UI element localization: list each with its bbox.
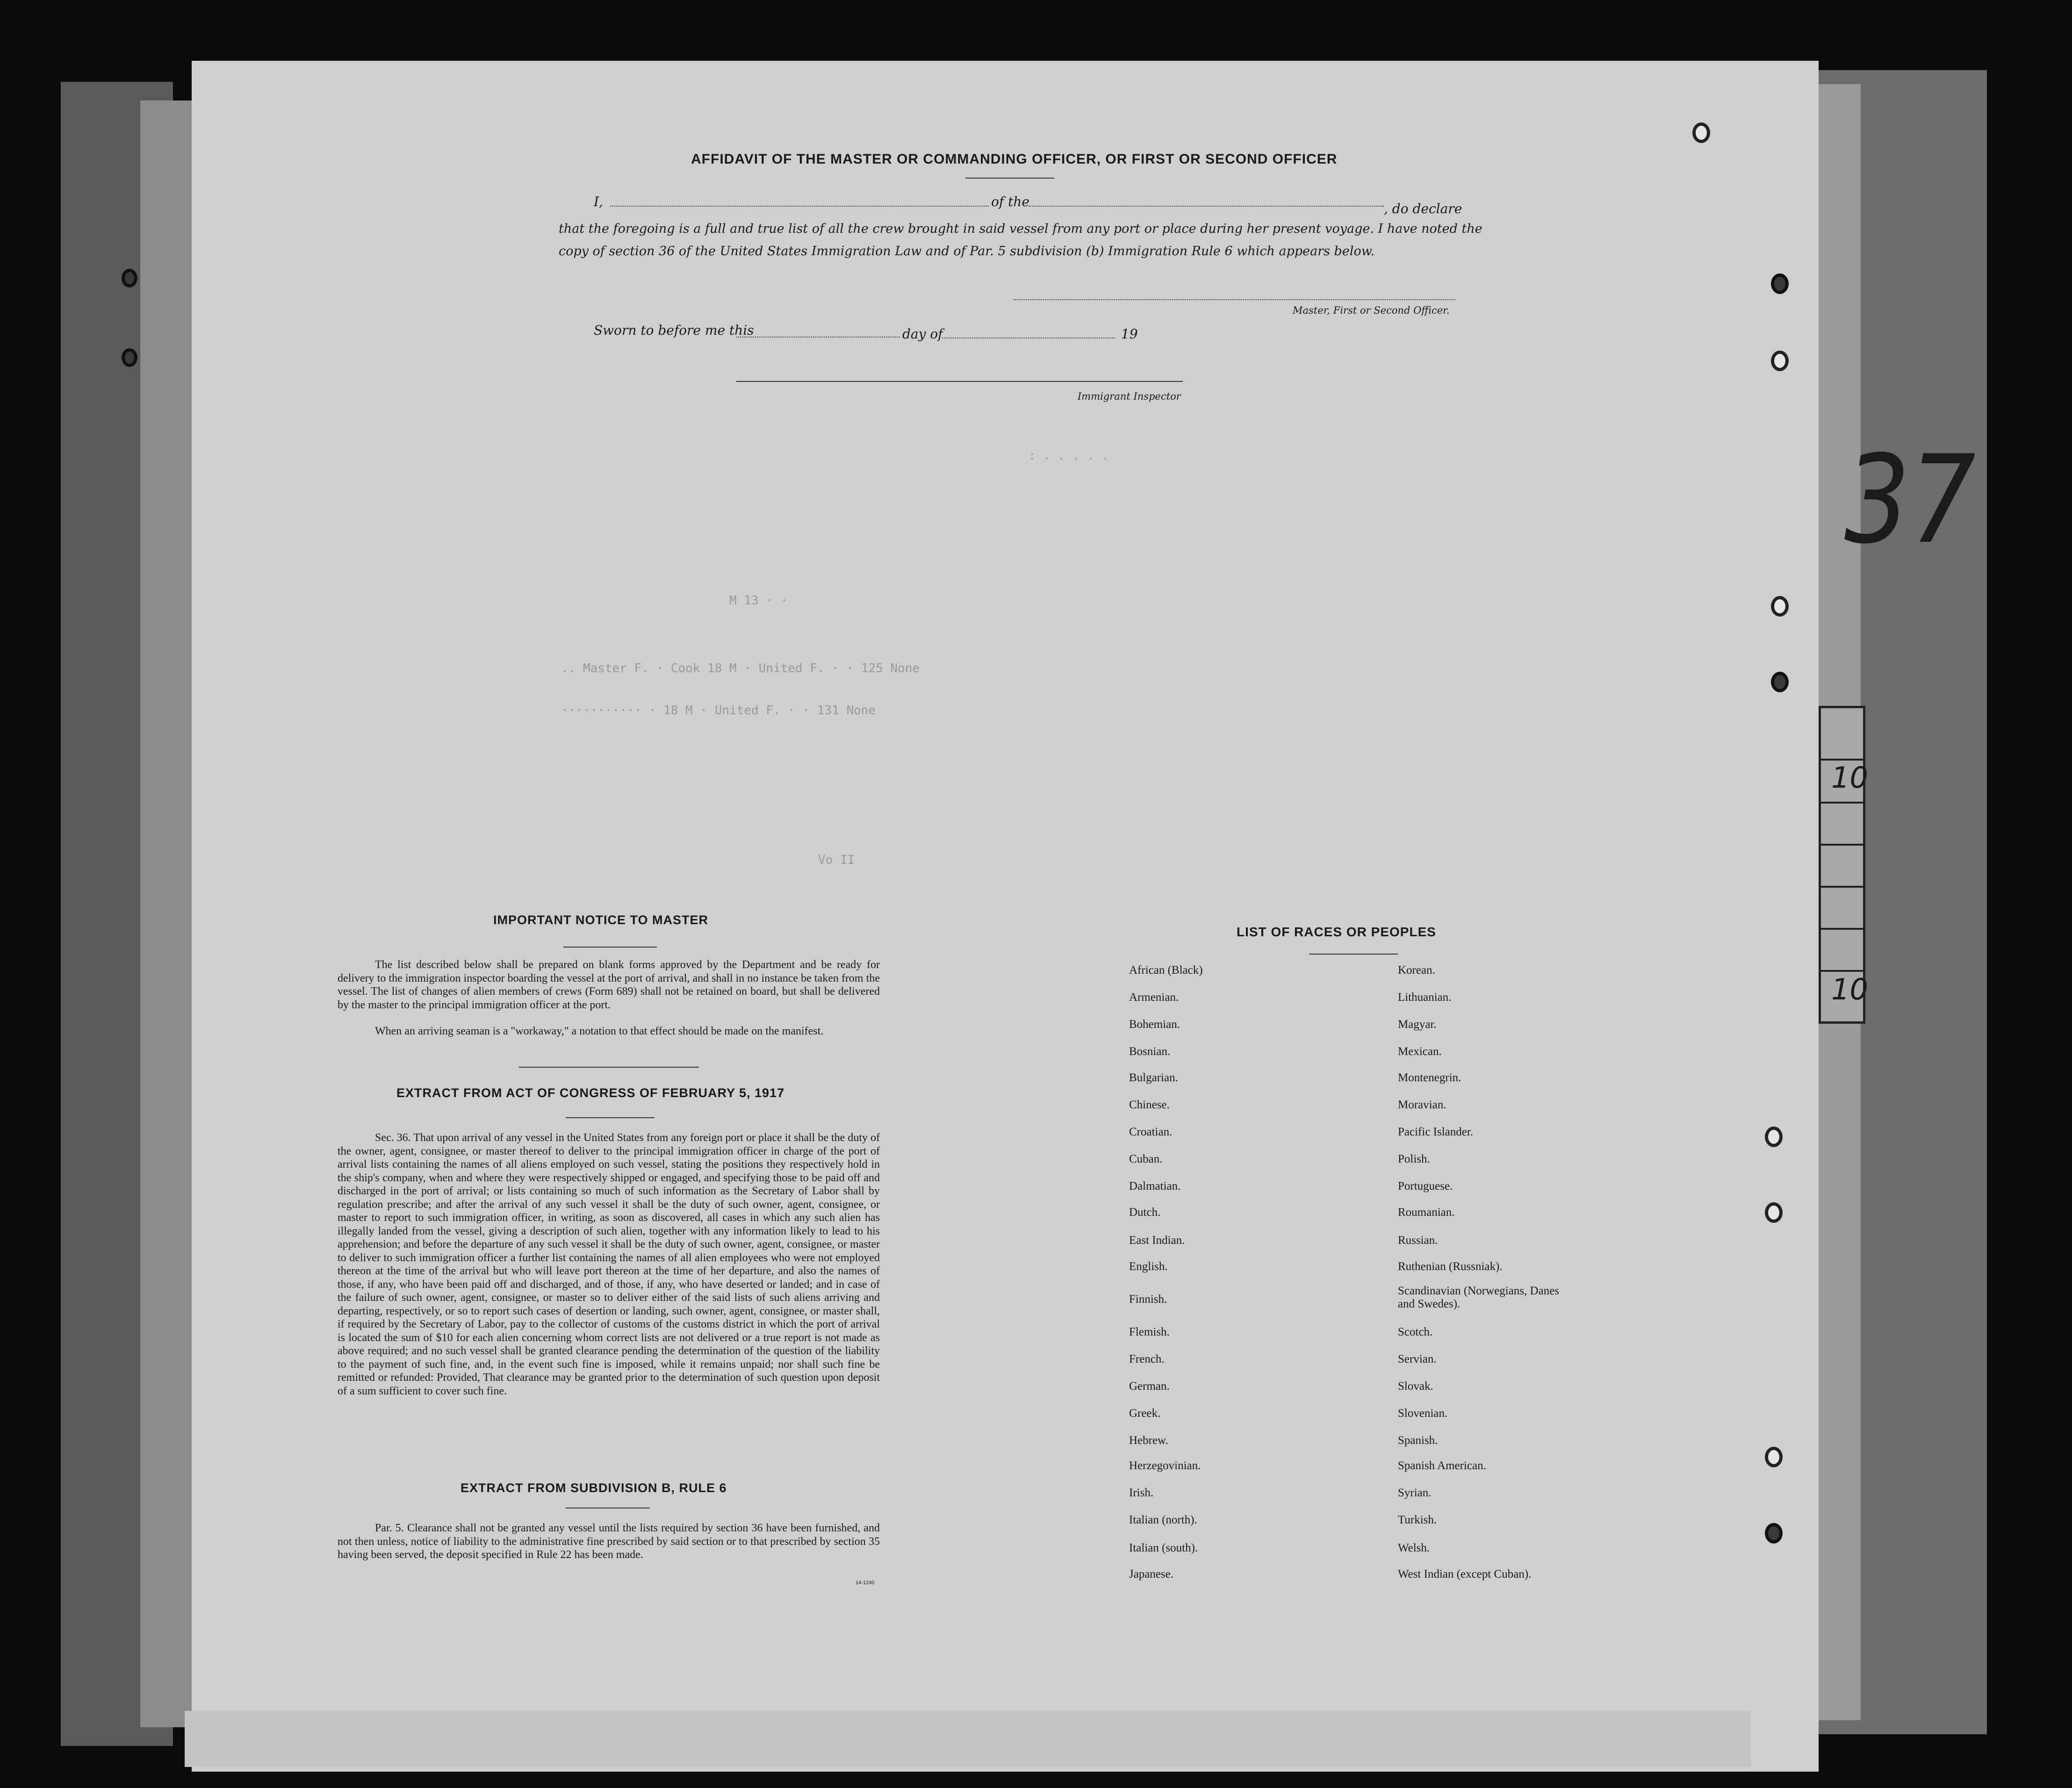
tab-cell-divider xyxy=(1821,802,1863,804)
race-item: Spanish. xyxy=(1398,1434,1438,1447)
signature-label: Master, First or Second Officer. xyxy=(1293,305,1450,316)
race-item: Ruthenian (Russniak). xyxy=(1398,1260,1503,1273)
tab-cell-divider xyxy=(1821,970,1863,972)
inspector-label: Immigrant Inspector xyxy=(1078,391,1181,402)
race-item: Italian (north). xyxy=(1129,1514,1197,1526)
form-number: 14-1240 xyxy=(856,1580,875,1586)
act-divider-top xyxy=(519,1067,699,1068)
sworn-label: Sworn to before me this xyxy=(594,323,754,338)
race-item: Welsh. xyxy=(1398,1542,1430,1554)
race-item: Pacific Islander. xyxy=(1398,1126,1474,1138)
binder-hole-icon xyxy=(122,348,137,367)
binder-hole-icon xyxy=(1771,273,1789,294)
race-item: Scotch. xyxy=(1398,1326,1433,1338)
affidavit-declare-label: , do declare xyxy=(1384,201,1462,216)
binder-hole-icon xyxy=(1771,672,1789,692)
races-divider xyxy=(1309,954,1398,955)
race-item: East Indian. xyxy=(1129,1234,1185,1247)
tab-cell-divider xyxy=(1821,928,1863,930)
race-item: Polish. xyxy=(1398,1153,1430,1165)
rule6-paragraph: Par. 5. Clearance shall not be granted any vessel until the lists required by section 36 have been furnished, and not then unless, notice of liability to the administrative fine prescribed by said section or to that prescribed by section 35 having been served, the deposit specified in Rule 22 has been made. xyxy=(338,1522,880,1561)
affidavit-line-3: copy of section 36 of the United States Immigration Law and of Par. 5 subdivision (b) Immigration Rule 6 which appears below. xyxy=(559,244,1375,259)
race-item: Bulgarian. xyxy=(1129,1071,1178,1084)
show-through-text: : . . . . . xyxy=(1029,449,1109,463)
handwritten-page-number: 37 xyxy=(1844,430,1976,571)
tab-value: 10 xyxy=(1831,761,1868,795)
race-item: Moravian. xyxy=(1398,1099,1446,1111)
binder-hole-icon xyxy=(1765,1202,1783,1223)
race-item: Slovak. xyxy=(1398,1380,1433,1393)
affidavit-i-label: I, xyxy=(594,194,603,209)
race-item: Magyar. xyxy=(1398,1018,1437,1031)
signature-line[interactable] xyxy=(1014,299,1455,300)
show-through-text: ··········· · 18 M · United F. · · 131 None xyxy=(561,704,876,718)
rule6-title: EXTRACT FROM SUBDIVISION B, RULE 6 xyxy=(460,1481,727,1495)
binder-hole-icon xyxy=(1692,122,1710,143)
show-through-text: Vo II xyxy=(818,853,855,867)
race-item: Hebrew. xyxy=(1129,1434,1168,1447)
race-item: Servian. xyxy=(1398,1353,1437,1365)
tab-cell-divider xyxy=(1821,886,1863,888)
title-divider xyxy=(965,178,1054,179)
show-through-text: M 13 · · xyxy=(729,594,788,608)
binder-hole-icon xyxy=(1771,596,1789,617)
page-underlay-strip xyxy=(185,1711,1751,1767)
race-item: Dalmatian. xyxy=(1129,1180,1181,1192)
race-item: Lithuanian. xyxy=(1398,991,1452,1004)
binder-hole-icon xyxy=(1765,1447,1783,1467)
tab-cell-divider xyxy=(1821,844,1863,846)
race-item: West Indian (except Cuban). xyxy=(1398,1568,1532,1580)
binder-hole-icon xyxy=(1765,1523,1783,1544)
race-item: English. xyxy=(1129,1260,1168,1273)
vessel-field[interactable] xyxy=(1029,206,1384,207)
race-item: Slovenian. xyxy=(1398,1407,1448,1420)
binder-hole-icon xyxy=(1771,351,1789,371)
races-left-column xyxy=(1129,963,1372,1589)
race-item: Cuban. xyxy=(1129,1153,1163,1165)
sworn-day-of-label: day of xyxy=(902,326,943,342)
race-item: Russian. xyxy=(1398,1234,1438,1247)
tab-value: 10 xyxy=(1831,972,1868,1006)
races-title: LIST OF RACES OR PEOPLES xyxy=(1237,925,1436,939)
race-item: Roumanian. xyxy=(1398,1206,1455,1219)
race-item: Finnish. xyxy=(1129,1293,1167,1306)
notice-paragraph-2: When an arriving seaman is a "workaway," a notation to that effect should be made on the manifest. xyxy=(375,1025,824,1037)
tally-tab-strip xyxy=(1819,706,1868,1024)
affidavit-line-2: that the foregoing is a full and true list of all the crew brought in said vessel from any port or place during her present voyage. I have noted the xyxy=(559,222,1482,236)
race-item: Chinese. xyxy=(1129,1099,1170,1111)
binder-hole-icon xyxy=(122,269,137,287)
act-title: EXTRACT FROM ACT OF CONGRESS OF FEBRUARY 5, 1917 xyxy=(396,1086,785,1100)
race-item: Armenian. xyxy=(1129,991,1179,1004)
inspector-signature-line[interactable] xyxy=(736,381,1183,382)
race-item: Korean. xyxy=(1398,964,1435,977)
race-item: Mexican. xyxy=(1398,1045,1442,1058)
race-item: Turkish. xyxy=(1398,1514,1437,1526)
binder-hole-icon xyxy=(1765,1127,1783,1147)
race-item: Scandinavian (Norwegians, Danes and Swedes). xyxy=(1398,1285,1560,1310)
race-item: African (Black) xyxy=(1129,964,1203,977)
name-field[interactable] xyxy=(610,206,989,207)
notice-title: IMPORTANT NOTICE TO MASTER xyxy=(493,913,708,927)
sworn-month-field[interactable] xyxy=(942,337,1115,338)
race-item: Irish. xyxy=(1129,1486,1154,1499)
race-item: Herzegovinian. xyxy=(1129,1459,1201,1472)
show-through-text: .. Master F. · Cook 18 M · United F. · · 125 None xyxy=(561,661,920,675)
race-item: Japanese. xyxy=(1129,1568,1174,1580)
race-item: Croatian. xyxy=(1129,1126,1173,1138)
race-item: Italian (south). xyxy=(1129,1542,1198,1554)
race-item: Dutch. xyxy=(1129,1206,1161,1219)
race-item: Portuguese. xyxy=(1398,1180,1453,1192)
races-right-column xyxy=(1398,963,1660,1589)
race-item: Bosnian. xyxy=(1129,1045,1171,1058)
act-section-36: Sec. 36. That upon arrival of any vessel in the United States from any foreign port or place it shall be the duty of the owner, agent, consignee, or master thereof to deliver to the principal immigration officer in charge of the port of arrival lists containing the names of all aliens employed on such vessel, stating the positions they respectively hold in the ship's company, when and where they were respectively shipped or engaged, and specifying those to be paid off and discharged in the port of arrival; or lists containing so much of such information as the Secretary of Labor shall by regulation prescribe; and after the arrival of any such vessel it shall be the duty of such owner, agent, consignee, or master to report to such immigration officer, in writing, as soon as discovered, all cases in which any such alien has illegally landed from the vessel, giving a description of such alien, together with any information likely to lead to his apprehension; and before the departure of any such vessel it shall be the duty of such owner, agent, consignee, or master to deliver to such immigration officer a further list containing the names of all alien employees who were not employed thereon at the time of the arrival but who will leave port thereon at the time of her departure, and also the names of those, if any, who have been paid off and discharged, and of those, if any, who have deserted or landed; and in case of the failure of such owner, agent, consignee, or master so to deliver either of the said lists of such aliens arriving and departing, respectively, or so to report such cases of desertion or landing, such owner, agent, consignee, or master shall, if required by the Secretary of Labor, pay to the collector of customs of the customs district in which the port of arrival is located the sum of $10 for each alien concerning whom correct lists are not delivered or a true report is not made as above required; and no such vessel shall be granted clearance pending the determination of the question of the liability to the payment of such fine, and, in the event such fine is imposed, while it remains unpaid; nor shall such fine be remitted or refunded: Provided, That clearance may be granted prior to the determination of such question upon deposit of a sum sufficient to cover such fine. xyxy=(338,1132,880,1397)
notice-divider xyxy=(563,947,657,948)
race-item: French. xyxy=(1129,1353,1165,1365)
act-divider-bottom xyxy=(566,1117,655,1118)
race-item: Syrian. xyxy=(1398,1486,1432,1499)
affidavit-title: AFFIDAVIT OF THE MASTER OR COMMANDING OFFICER, OR FIRST OR SECOND OFFICER xyxy=(691,151,1338,167)
affidavit-of-the-label: of the xyxy=(991,194,1029,209)
race-item: German. xyxy=(1129,1380,1170,1393)
race-item: Spanish American. xyxy=(1398,1459,1486,1472)
race-item: Montenegrin. xyxy=(1398,1071,1461,1084)
sworn-year-label: 19 xyxy=(1121,326,1138,342)
race-item: Greek. xyxy=(1129,1407,1161,1420)
race-item: Bohemian. xyxy=(1129,1018,1180,1031)
race-item: Flemish. xyxy=(1129,1326,1170,1338)
notice-paragraph-1: The list described below shall be prepared on blank forms approved by the Department and be ready for delivery to the immigration inspector boarding the vessel at the port of arrival, and shall in no instance be taken from the vessel. The list of changes of alien members of crews (Form 689) shall not be retained on board, but shall be delivered by the master to the principal immigration officer at the port. xyxy=(338,959,880,1011)
